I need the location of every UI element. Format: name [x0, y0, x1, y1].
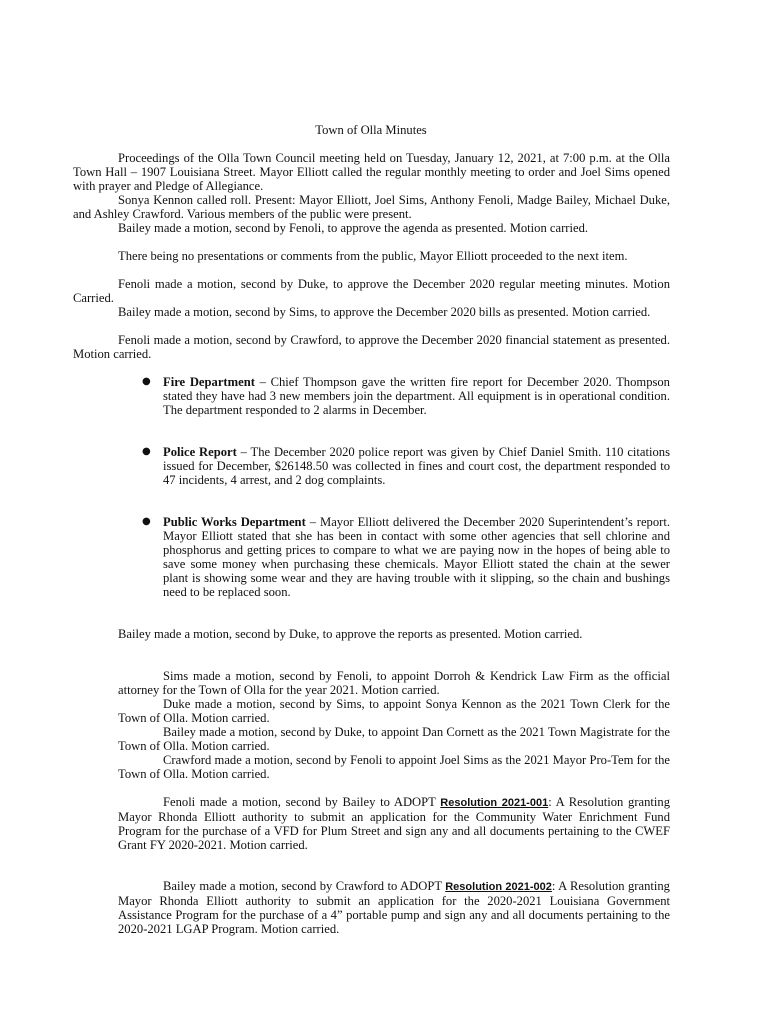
- report-text: – Mayor Elliott delivered the December 2020 Superintendent’s report. Mayor Elliott stated that she has been in contact with some other agencies that sell chlorine and phosphorus and getting prices to compare to what we are paying now in the hopes of being able to save some money when purchasing these chemicals. Mayor Elliott stated the chain at the sewer plant is showing some wear and they are having trouble with it slipping, so the chain and bushings need to be replaced soon.: [163, 515, 670, 599]
- report-text: – Chief Thompson gave the written fire report for December 2020. Thompson stated they have had 3 new members join the department. All equipment is in operational condition. The department responded to 2 alarms in December.: [163, 375, 670, 417]
- appointment-paragraph: Bailey made a motion, second by Duke, to appoint Dan Cornett as the 2021 Town Magistrate for the Town of Olla. Motion carried.: [118, 725, 670, 753]
- resolution-text: : A Resolution granting Mayor Rhonda Elliott authority to submit an application for the Community Water Enrichment Fund Program for the purchase of a VFD for Plum Street and sign any and all documents pertaining to the CWEF Grant FY 2020-2021. Motion carried.: [118, 795, 670, 852]
- report-text: – The December 2020 police report was given by Chief Daniel Smith. 110 citations issued for December, $26148.50 was collected in fines and court cost, the department responded to 47 incidents, 4 arrest, and 2 dog complaints.: [163, 445, 670, 487]
- list-item: [142, 445, 670, 487]
- resolution-intro: Bailey made a motion, second by Crawford to ADOPT: [163, 879, 446, 893]
- public-comment-paragraph: There being no presentations or comments from the public, Mayor Elliott proceeded to the next item.: [118, 249, 628, 263]
- minutes-motion-paragraph: Fenoli made a motion, second by Duke, to approve the December 2020 regular meeting minutes. Motion Carried.: [73, 277, 670, 305]
- list-item: [142, 375, 670, 417]
- resolution-intro: Fenoli made a motion, second by Bailey to ADOPT: [163, 795, 441, 809]
- opening-paragraph: Proceedings of the Olla Town Council meeting held on Tuesday, January 12, 2021, at 7:00 p.m. at the Olla Town Hall – 1907 Louisiana Street. Mayor Elliott called the regular monthly meeting to order and Joel Sims opened with prayer and Pledge of Allegiance.: [73, 151, 670, 193]
- bullet-icon: ●: [142, 516, 151, 527]
- bills-motion-paragraph: Bailey made a motion, second by Sims, to approve the December 2020 bills as presented. Motion carried.: [118, 305, 651, 319]
- resolution-label: Resolution 2021-002: [445, 881, 552, 893]
- roll-call-paragraph: Sonya Kennon called roll. Present: Mayor Elliott, Joel Sims, Anthony Fenoli, Madge Bailey, Michael Duke, and Ashley Crawford. Various members of the public were present.: [73, 193, 670, 221]
- report-heading: Public Works Department: [163, 515, 306, 529]
- agenda-motion-paragraph: Bailey made a motion, second by Fenoli, to approve the agenda as presented. Motion carried.: [118, 221, 589, 235]
- appointment-paragraph: Duke made a motion, second by Sims, to appoint Sonya Kennon as the 2021 Town Clerk for the Town of Olla. Motion carried.: [118, 697, 670, 725]
- document-title: Town of Olla Minutes: [315, 123, 427, 137]
- resolution-label: Resolution 2021-001: [440, 797, 549, 809]
- report-heading: Police Report: [163, 445, 237, 459]
- appointment-paragraph: Sims made a motion, second by Fenoli, to appoint Dorroh & Kendrick Law Firm as the official attorney for the Town of Olla for the year 2021. Motion carried.: [118, 669, 670, 697]
- reports-motion-paragraph: Bailey made a motion, second by Duke, to approve the reports as presented. Motion carried.: [118, 627, 583, 641]
- bullet-icon: ●: [142, 376, 151, 387]
- appointment-paragraph: Crawford made a motion, second by Fenoli to appoint Joel Sims as the 2021 Mayor Pro-Tem for the Town of Olla. Motion carried.: [118, 753, 670, 781]
- resolution-paragraph: [118, 795, 670, 852]
- list-item: [142, 515, 670, 599]
- resolution-text: : A Resolution granting Mayor Rhonda Elliott authority to submit an application for the 2020-2021 Louisiana Government Assistance Program for the purchase of a 4” portable pump and sign any and all documents pertaining to the 2020-2021 LGAP Program. Motion carried.: [118, 879, 670, 936]
- financial-motion-paragraph: Fenoli made a motion, second by Crawford, to approve the December 2020 financial statement as presented. Motion carried.: [73, 333, 670, 361]
- resolution-paragraph: [118, 879, 670, 936]
- bullet-icon: ●: [142, 446, 151, 457]
- report-heading: Fire Department: [163, 375, 255, 389]
